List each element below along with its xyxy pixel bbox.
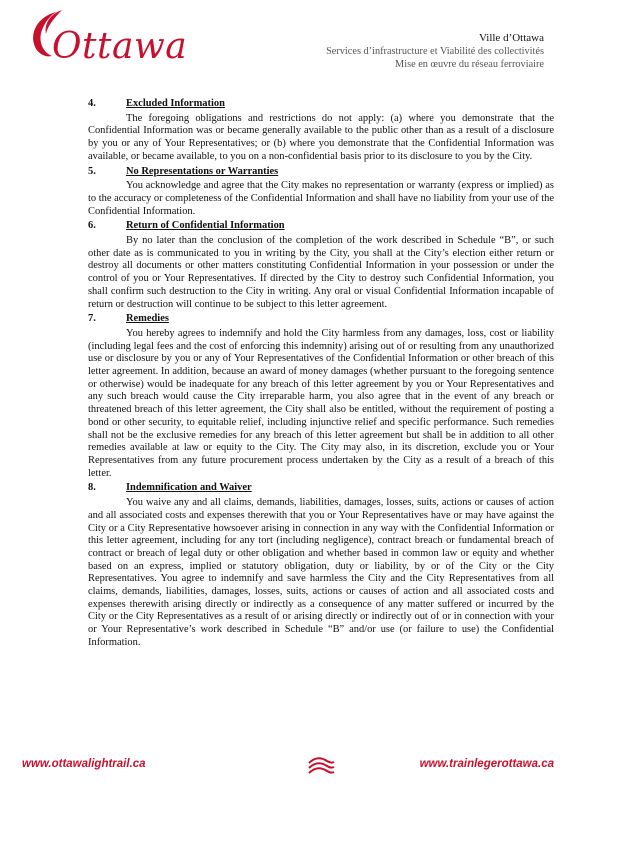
section-heading: [88, 98, 554, 111]
section-number: 6.: [88, 220, 96, 232]
department-name: Services d’infrastructure et Viabilité des collectivités: [326, 46, 544, 57]
division-name: Mise en œuvre du réseau ferroviaire: [395, 59, 544, 70]
page-footer: [0, 754, 640, 784]
section-paragraph: You waive any and all claims, demands, liabilities, damages, losses, suits, actions or causes of action and all associated costs and expenses therewith that you or Your Representatives have or may have against the City or a City Representative howsoever arising in connection in any way with the Confidential Information or this letter agreement, including for any tort (including negligence), contract breach or fundamental breach of contract or breach of legal duty or other obligation and whether based in common law or equity and whether based on an express, implied or statutory obligation, duty or liability, by or of the City or the City Representatives. You agree to indemnify and save harmless the City and the City Representatives from all claims, demands, liabilities, damages, losses, suits, actions or causes of action and all associated costs and expenses therewith arising directly or indirectly as a consequence of any matter suffered or incurred by the City or the City Representatives as a result of or arising directly or indirectly out of or in connection with your or Your Representative’s work described in Schedule “B” and/or use (or failure to use) the Confidential Information.: [88, 497, 554, 648]
section-paragraph: You hereby agrees to indemnify and hold the City harmless from any damages, loss, cost or liability (including legal fees and the cost of enforcing this indemnity) arising out of or resulting from any unauthorized use or disclosure by you or any of Your Representatives of the Confidential Information or other breach of this letter agreement. In addition, because an award of money damages (whether pursuant to the foregoing sentence or otherwise) would be inadequate for any breach of this letter agreement by you or Your Representatives and any such breach would cause the City irreparable harm, you also agree that in the event of any breach or threatened breach of this letter agreement, the City shall also be entitled, without the requirement of posting a bond or other security, to equitable relief, including injunctive relief and specific performance. Such remedies shall not be the exclusive remedies for any breach of this letter agreement but shall be in addition to all other remedies available at law or equity to the City. The City may also, in its discretion, exclude you or Your Representatives from any future procurement process undertaken by the City as a result of a breach of this letter.: [88, 327, 554, 479]
section-title: Excluded Information: [126, 98, 225, 109]
letterhead: [0, 0, 640, 90]
section-number: 5.: [88, 165, 96, 177]
organization-block: [326, 32, 544, 71]
footer-url-english[interactable]: www.ottawalightrail.ca: [22, 758, 146, 770]
city-name: Ville d’Ottawa: [478, 32, 544, 44]
section-number: 8.: [88, 482, 96, 494]
section-return-of-information: [88, 220, 554, 311]
section-excluded-information: [88, 98, 554, 164]
section-number: 4.: [88, 98, 96, 109]
footer-url-french[interactable]: www.trainlegerottawa.ca: [419, 758, 554, 770]
document-body: [88, 96, 554, 650]
section-title: Remedies: [126, 313, 169, 325]
section-title: Return of Confidential Information: [126, 220, 285, 232]
rail-wave-icon: [306, 754, 336, 778]
section-indemnification: [88, 482, 554, 649]
section-remedies: [88, 313, 554, 480]
section-heading: [88, 220, 554, 233]
section-heading: [88, 313, 554, 326]
logo-wordmark: Ottawa: [52, 26, 188, 67]
section-title: Indemnification and Waiver: [126, 482, 252, 494]
ottawa-logo: [22, 6, 222, 66]
section-paragraph: You acknowledge and agree that the City makes no representation or warranty (express or implied) as to the accuracy or completeness of the Confidential Information and shall have no liability from your use of the Confidential Information.: [88, 180, 554, 217]
section-number: 7.: [88, 313, 96, 325]
section-no-representations: [88, 166, 554, 219]
section-paragraph: The foregoing obligations and restrictions do not apply: (a) where you demonstrate that the Confidential Information was or became generally available to the public other than as a result of a disclosure by you or any of Your Representatives; or (b) where you demonstrate that the Confidential Information was available, or became available, to you on a non-confidential basis prior to its disclosure to you by the City.: [88, 112, 554, 162]
section-heading: [88, 482, 554, 495]
section-heading: [88, 166, 554, 179]
section-paragraph: By no later than the conclusion of the completion of the work described in Schedule “B”, or such other date as is communicated to you in writing by the City, you shall at the City’s election either return or destroy all documents or other matters constituting Confidential Information in your possession or under the control of you or Your Representatives. If directed by the City to destroy such Confidential Information, you shall confirm such destruction to the City in writing. Any oral or visual Confidential Information incapable of return or destruction will continue to be subject to this letter agreement.: [88, 235, 554, 310]
section-title: No Representations or Warranties: [126, 165, 279, 177]
